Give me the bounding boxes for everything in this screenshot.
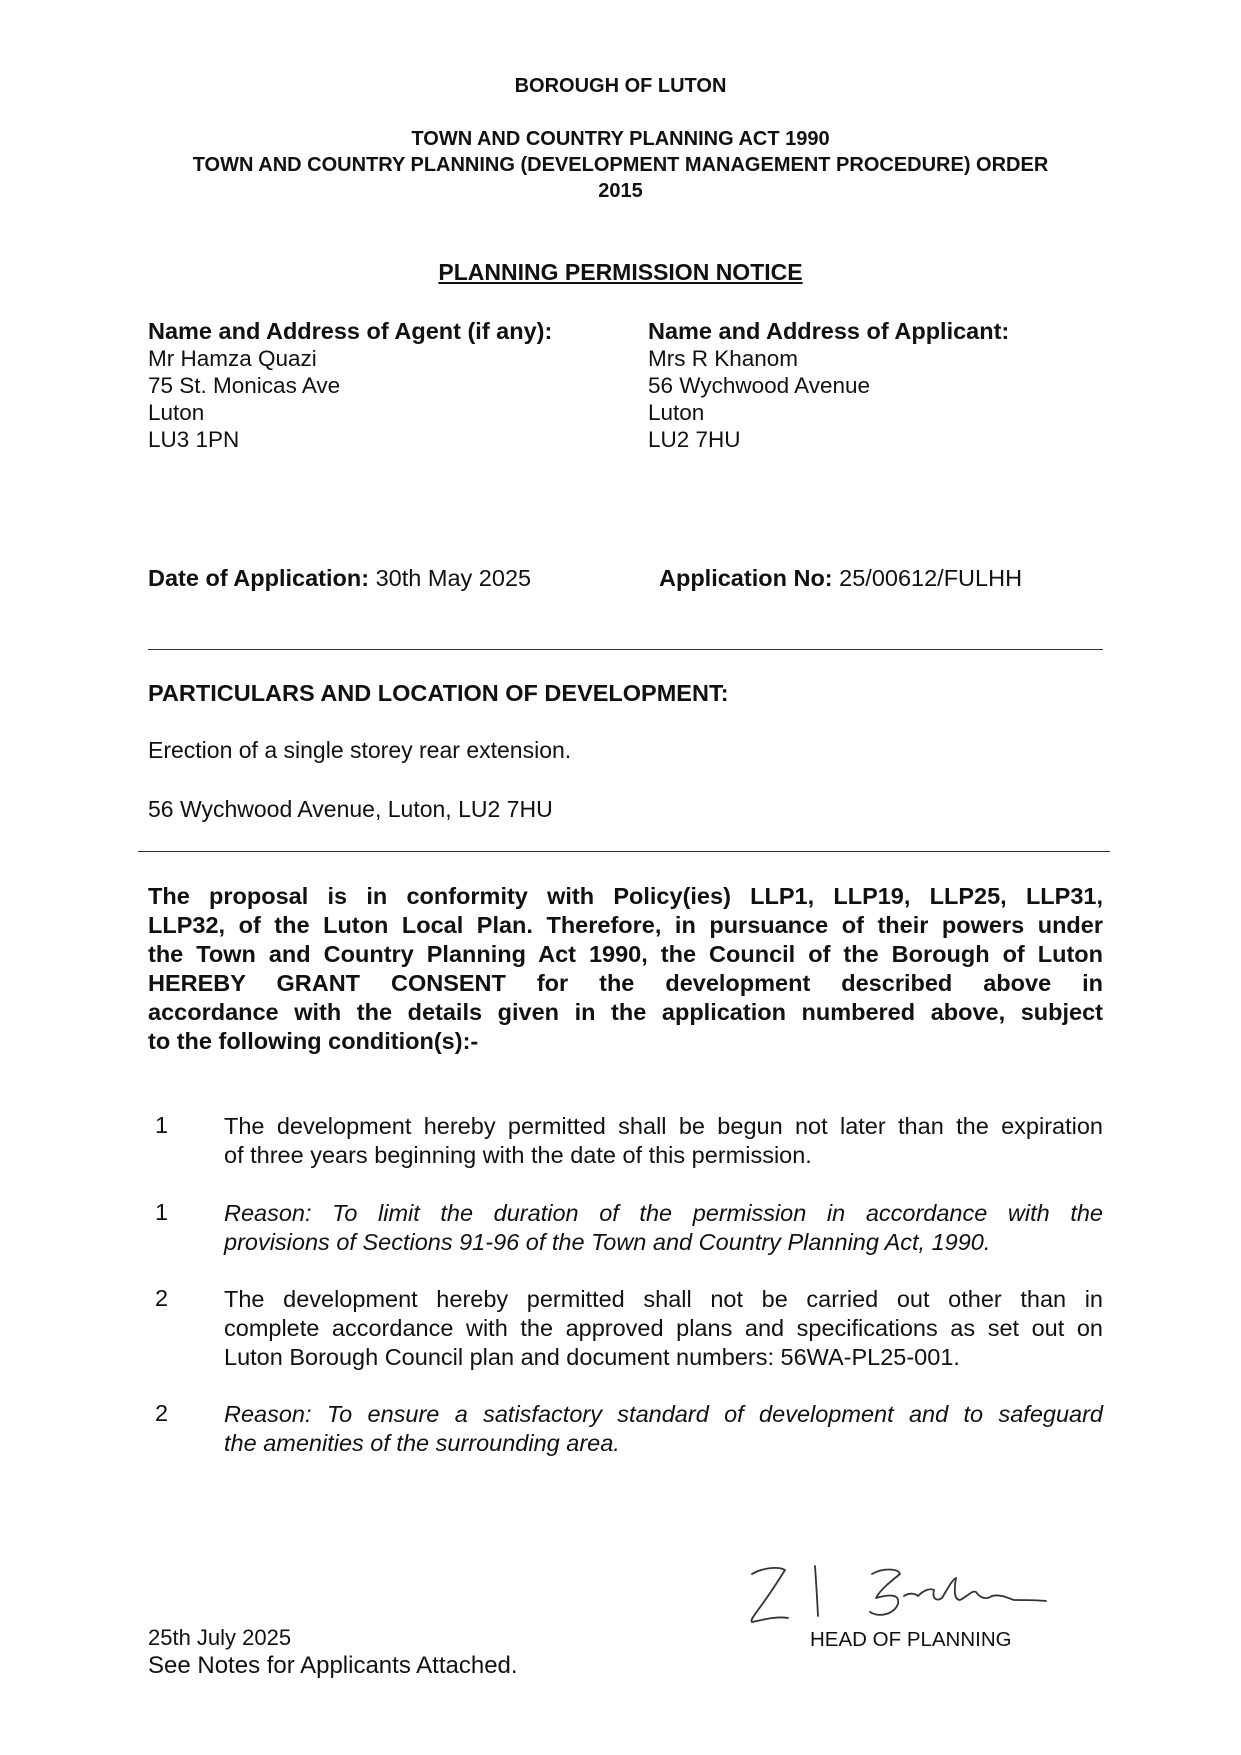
development-description: Erection of a single storey rear extension. bbox=[148, 737, 572, 763]
condition-number: 1 bbox=[155, 1112, 169, 1138]
application-number-label: Application No: bbox=[659, 565, 833, 591]
development-location: 56 Wychwood Avenue, Luton, LU2 7HU bbox=[148, 796, 553, 822]
condition-number: 2 bbox=[155, 1285, 169, 1311]
condition-reason bbox=[224, 1199, 1103, 1257]
condition-text bbox=[224, 1112, 1103, 1170]
decision-date: 25th July 2025 bbox=[148, 1625, 292, 1650]
condition-line: the amenities of the surrounding area. bbox=[224, 1430, 620, 1456]
authority-heading: BOROUGH OF LUTON bbox=[514, 75, 727, 97]
order-line-1: TOWN AND COUNTRY PLANNING (DEVELOPMENT MANAGEMENT PROCEDURE) ORDER bbox=[192, 154, 1049, 176]
divider bbox=[148, 649, 1103, 650]
application-date-label: Date of Application: bbox=[148, 565, 370, 591]
condition-line: provisions of Sections 91-96 of the Town and Country Planning Act, 1990. bbox=[224, 1229, 991, 1255]
applicant-address-line: 56 Wychwood Avenue bbox=[648, 373, 871, 398]
condition-line: Reason: To ensure a satisfactory standard of development and to safeguard bbox=[224, 1401, 1103, 1427]
applicant-heading: Name and Address of Applicant: bbox=[648, 318, 1010, 344]
applicant-address bbox=[648, 345, 1108, 453]
applicant-address-line: Luton bbox=[648, 400, 705, 425]
agent-address bbox=[148, 345, 628, 453]
signature-image bbox=[740, 1560, 1060, 1630]
order-line-2: 2015 bbox=[598, 180, 643, 202]
application-date-value: 30th May 2025 bbox=[375, 565, 532, 591]
notice-title: PLANNING PERMISSION NOTICE bbox=[438, 259, 803, 285]
application-number-value: 25/00612/FULHH bbox=[839, 565, 1023, 591]
conformity-line: LLP32, of the Luton Local Plan. Therefore, in pursuance of their powers under bbox=[148, 912, 1103, 938]
application-date bbox=[148, 565, 531, 592]
condition-line: The development hereby permitted shall be begun not later than the expiration bbox=[224, 1113, 1103, 1139]
condition-line: Luton Borough Council plan and document numbers: 56WA-PL25-001. bbox=[224, 1344, 960, 1370]
agent-block bbox=[148, 318, 628, 453]
conformity-line: to the following condition(s):- bbox=[148, 1028, 479, 1054]
signatory-title: HEAD OF PLANNING bbox=[810, 1628, 1012, 1651]
applicant-address-line: LU2 7HU bbox=[648, 427, 741, 452]
agent-address-line: LU3 1PN bbox=[148, 427, 240, 452]
condition-text bbox=[224, 1285, 1103, 1372]
conformity-line: the Town and Country Planning Act 1990, the Council of the Borough of Luton bbox=[148, 941, 1103, 967]
agent-address-line: Luton bbox=[148, 400, 205, 425]
agent-heading: Name and Address of Agent (if any): bbox=[148, 318, 553, 344]
agent-address-line: 75 St. Monicas Ave bbox=[148, 373, 341, 398]
conformity-statement bbox=[148, 882, 1103, 1056]
application-number bbox=[659, 565, 1022, 592]
conformity-line: The proposal is in conformity with Policy(ies) LLP1, LLP19, LLP25, LLP31, bbox=[148, 883, 1103, 909]
condition-number: 2 bbox=[155, 1400, 169, 1426]
applicant-block bbox=[648, 318, 1108, 453]
condition-line: complete accordance with the approved plans and specifications as set out on bbox=[224, 1315, 1103, 1341]
particulars-heading: PARTICULARS AND LOCATION OF DEVELOPMENT: bbox=[148, 680, 729, 706]
agent-address-line: Mr Hamza Quazi bbox=[148, 346, 317, 371]
notes-reference: See Notes for Applicants Attached. bbox=[148, 1652, 518, 1679]
divider bbox=[138, 851, 1110, 852]
conformity-line: HEREBY GRANT CONSENT for the development described above in bbox=[148, 970, 1103, 996]
condition-number: 1 bbox=[155, 1199, 169, 1225]
conformity-line: accordance with the details given in the application numbered above, subject bbox=[148, 999, 1103, 1025]
applicant-address-line: Mrs R Khanom bbox=[648, 346, 799, 371]
condition-line: The development hereby permitted shall not be carried out other than in bbox=[224, 1286, 1103, 1312]
act-line: TOWN AND COUNTRY PLANNING ACT 1990 bbox=[411, 128, 830, 150]
condition-reason bbox=[224, 1400, 1103, 1458]
condition-line: of three years beginning with the date of this permission. bbox=[224, 1142, 812, 1168]
condition-line: Reason: To limit the duration of the permission in accordance with the bbox=[224, 1200, 1103, 1226]
